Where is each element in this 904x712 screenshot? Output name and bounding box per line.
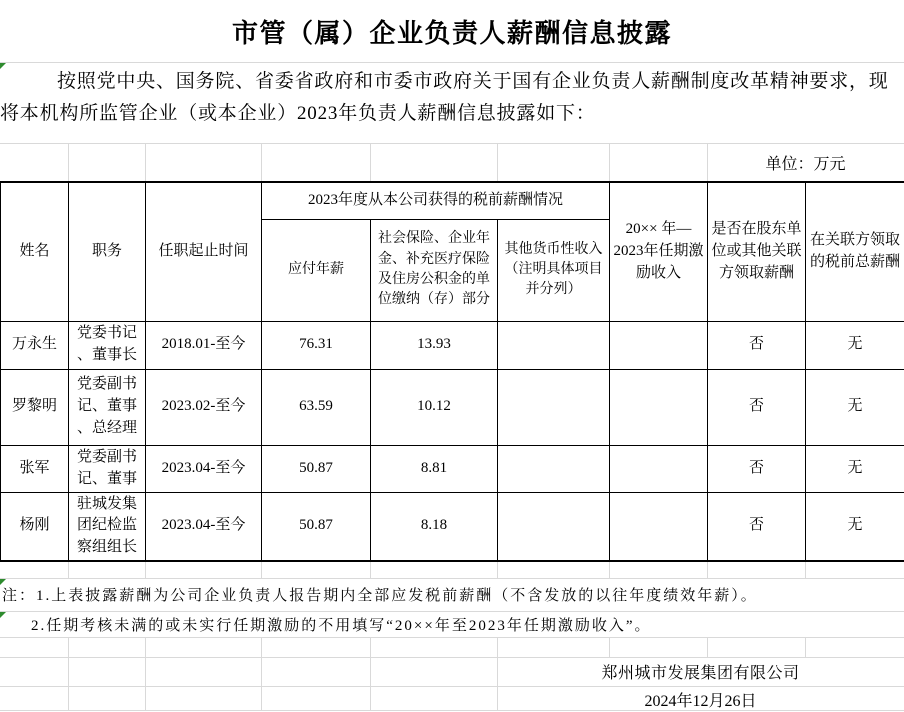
- cell-related-party-total: 无: [806, 321, 904, 369]
- company-signature: 郑州城市发展集团有限公司: [601, 665, 800, 682]
- header-cell-name: 姓名: [1, 182, 69, 321]
- cell-name: 杨刚: [1, 492, 69, 561]
- cell-annual-salary: 63.59: [262, 369, 371, 445]
- cell-other-income: [498, 321, 610, 369]
- cell-tenure: 2018.01-至今: [146, 321, 262, 369]
- cell-social-insurance: 8.81: [371, 445, 498, 492]
- cell-position: 党委副书记、董事: [69, 445, 146, 492]
- cell-social-insurance: 8.18: [371, 492, 498, 561]
- intro-paragraph: 按照党中央、国务院、省委省政府和市委市政府关于国有企业负责人薪酬制度改革精神要求，现将本机构所监管企业（或本企业）2023年负责人薪酬信息披露如下：: [0, 71, 889, 124]
- cell-social-insurance: 13.93: [371, 321, 498, 369]
- header-cell-tenure: 任职起止时间: [146, 182, 262, 321]
- cell-related-party-paid: 否: [708, 492, 806, 561]
- table-row: [1, 321, 904, 369]
- report-date: 2024年12月26日: [644, 692, 757, 710]
- header-cell-social-insurance: 社会保险、企业年金、补充医疗保险及住房公积金的单位缴纳（存）部分: [371, 219, 498, 321]
- cell-name: 罗黎明: [1, 369, 69, 445]
- cell-tenure: 2023.04-至今: [146, 492, 262, 561]
- cell-related-party-paid: 否: [708, 321, 806, 369]
- unit-label: 单位：万元: [765, 155, 846, 173]
- cell-name: 张军: [1, 445, 69, 492]
- cell-annual-salary: 50.87: [262, 492, 371, 561]
- cell-term-incentive: [610, 445, 708, 492]
- header-cell-other-income: 其他货币性收入（注明具体项目并分列）: [498, 219, 610, 321]
- header-cell-salary-group: 2023年度从本公司获得的税前薪酬情况: [262, 182, 610, 219]
- cell-other-income: [498, 445, 610, 492]
- header-cell-related-party-total: 在关联方领取的税前总薪酬: [806, 182, 904, 321]
- cell-tenure: 2023.02-至今: [146, 369, 262, 445]
- note-2: 2.任期考核未满的或未实行任期激励的不用填写“20××年至2023年任期激励收入”。: [31, 617, 652, 634]
- cell-related-party-total: 无: [806, 492, 904, 561]
- note-1: 注：1.上表披露薪酬为公司企业负责人报告期内全部应发税前薪酬（不含发放的以往年度绩效年薪）。: [2, 588, 758, 604]
- cell-annual-salary: 50.87: [262, 445, 371, 492]
- cell-related-party-total: 无: [806, 369, 904, 445]
- cell-tenure: 2023.04-至今: [146, 445, 262, 492]
- table-row: [1, 369, 904, 445]
- cell-related-party-total: 无: [806, 445, 904, 492]
- table-row: [1, 492, 904, 561]
- cell-term-incentive: [610, 369, 708, 445]
- cell-related-party-paid: 否: [708, 369, 806, 445]
- cell-position: 党委书记、董事长: [69, 321, 146, 369]
- header-cell-term-incentive: 20×× 年—2023年任期激励收入: [610, 182, 708, 321]
- cell-term-incentive: [610, 492, 708, 561]
- cell-name: 万永生: [1, 321, 69, 369]
- page-title: 市管（属）企业负责人薪酬信息披露: [231, 18, 672, 48]
- header-cell-position: 职务: [69, 182, 146, 321]
- table-row: [1, 445, 904, 492]
- cell-position: 党委副书记、董事、总经理: [69, 369, 146, 445]
- cell-social-insurance: 10.12: [371, 369, 498, 445]
- cell-position: 驻城发集团纪检监察组组长: [69, 492, 146, 561]
- cell-related-party-paid: 否: [708, 445, 806, 492]
- cell-other-income: [498, 492, 610, 561]
- cell-term-incentive: [610, 321, 708, 369]
- cell-annual-salary: 76.31: [262, 321, 371, 369]
- salary-table: [0, 181, 904, 562]
- cell-other-income: [498, 369, 610, 445]
- header-cell-related-party-paid: 是否在股东单位或其他关联方领取薪酬: [708, 182, 806, 321]
- header-cell-annual-salary: 应付年薪: [262, 219, 371, 321]
